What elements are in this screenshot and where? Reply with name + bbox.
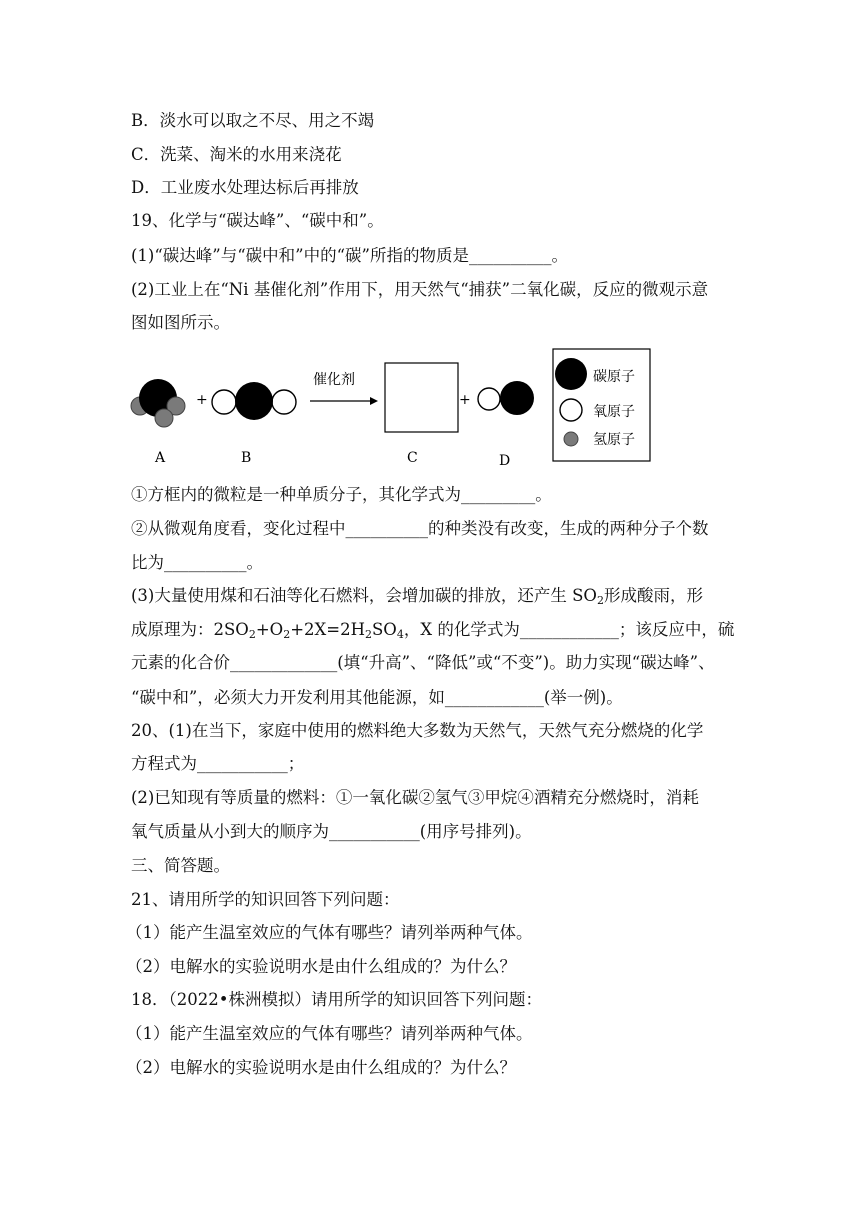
reaction-micro-diagram — [126, 344, 656, 470]
option-b: B．淡水可以取之不尽、用之不竭 — [131, 111, 375, 130]
catalyst-label: 催化剂 — [313, 372, 355, 388]
option-c: C．洗菜、淘米的水用来浇花 — [131, 145, 342, 164]
question-19-part-3-line-1: (3)大量使用煤和石油等化石燃料，会增加碳的排放，还产生 $SO_2$形成酸雨，形 — [131, 586, 703, 607]
molecule-b-carbon-dioxide — [212, 382, 296, 420]
plus-sign-2: + — [459, 392, 471, 408]
question-19-part-2-line-1: (2)工业上在“Ni 基催化剂”作用下，用天然气“捕获”二氧化碳，反应的微观示意 — [131, 280, 709, 299]
plus-sign-1: + — [196, 392, 208, 408]
question-19-title: 19、化学与“碳达峰”、“碳中和”。 — [131, 211, 384, 230]
legend-carbon-icon — [555, 358, 587, 390]
legend-carbon-label: 碳原子 — [593, 369, 635, 385]
question-21-part-2: （2）电解水的实验说明水是由什么组成的？为什么？ — [126, 957, 516, 976]
question-18-part-1: （1）能产生温室效应的气体有哪些？请列举两种气体。 — [126, 1024, 533, 1043]
question-20-part-2-line-2: 氧气质量从小到大的顺序为___________(用序号排列)。 — [131, 822, 532, 841]
label-c: C — [407, 450, 418, 466]
label-d: D — [499, 453, 511, 469]
legend-oxygen-label: 氧原子 — [593, 404, 635, 420]
question-21-part-1: （1）能产生温室效应的气体有哪些？请列举两种气体。 — [126, 923, 533, 942]
product-box-c — [385, 363, 458, 432]
legend-hydrogen-label: 氢原子 — [593, 432, 635, 448]
question-20-part-2-line-1: (2)已知现有等质量的燃料：①一氧化碳②氢气③甲烷④酒精充分燃烧时，消耗 — [131, 788, 699, 807]
reaction-arrow-head — [370, 397, 378, 405]
question-21-title: 21、请用所学的知识回答下列问题： — [131, 890, 400, 909]
question-18-title: 18．（2022•株洲模拟）请用所学的知识回答下列问题： — [131, 990, 542, 1009]
question-19-sub-2-line-2: 比为__________。 — [131, 553, 263, 572]
question-19-part-2-line-2: 图如图所示。 — [131, 313, 230, 332]
molecule-d-carbon-monoxide — [478, 381, 534, 415]
question-19-part-3-line-4: “碳中和”，必须大力开发利用其他能源，如____________(举一例)。 — [131, 688, 623, 707]
label-a: A — [155, 450, 166, 466]
question-18-part-2: （2）电解水的实验说明水是由什么组成的？为什么？ — [126, 1058, 516, 1077]
question-19-sub-1: ①方框内的微粒是一种单质分子，其化学式为_________。 — [131, 485, 552, 504]
question-19-part-3-line-2: 成原理为：$2SO_2+O_2+2X=2H_2SO_4$，X 的化学式为____________；该反应中，硫 — [131, 620, 735, 641]
question-19-part-3-line-3: 元素的化合价_____________(填“升高”、“降低”或“不变”)。助力实现“碳达峰”、 — [131, 653, 715, 672]
question-19-sub-2-line-1: ②从微观角度看，变化过程中__________的种类没有改变，生成的两种分子个数 — [131, 519, 709, 538]
legend-hydrogen-icon — [564, 432, 578, 446]
question-20-part-1-line-1: 20、(1)在当下，家庭中使用的燃料绝大多数为天然气，天然气充分燃烧的化学 — [131, 721, 704, 740]
label-b: B — [241, 450, 252, 466]
molecule-a-methane — [131, 379, 185, 427]
option-d: D．工业废水处理达标后再排放 — [131, 178, 359, 197]
section-3-heading: 三、简答题。 — [131, 856, 230, 875]
question-19-part-1: (1)“碳达峰”与“碳中和”中的“碳”所指的物质是__________。 — [131, 246, 568, 265]
legend-oxygen-icon — [560, 399, 582, 421]
question-20-part-1-line-2: 方程式为___________； — [131, 754, 305, 773]
